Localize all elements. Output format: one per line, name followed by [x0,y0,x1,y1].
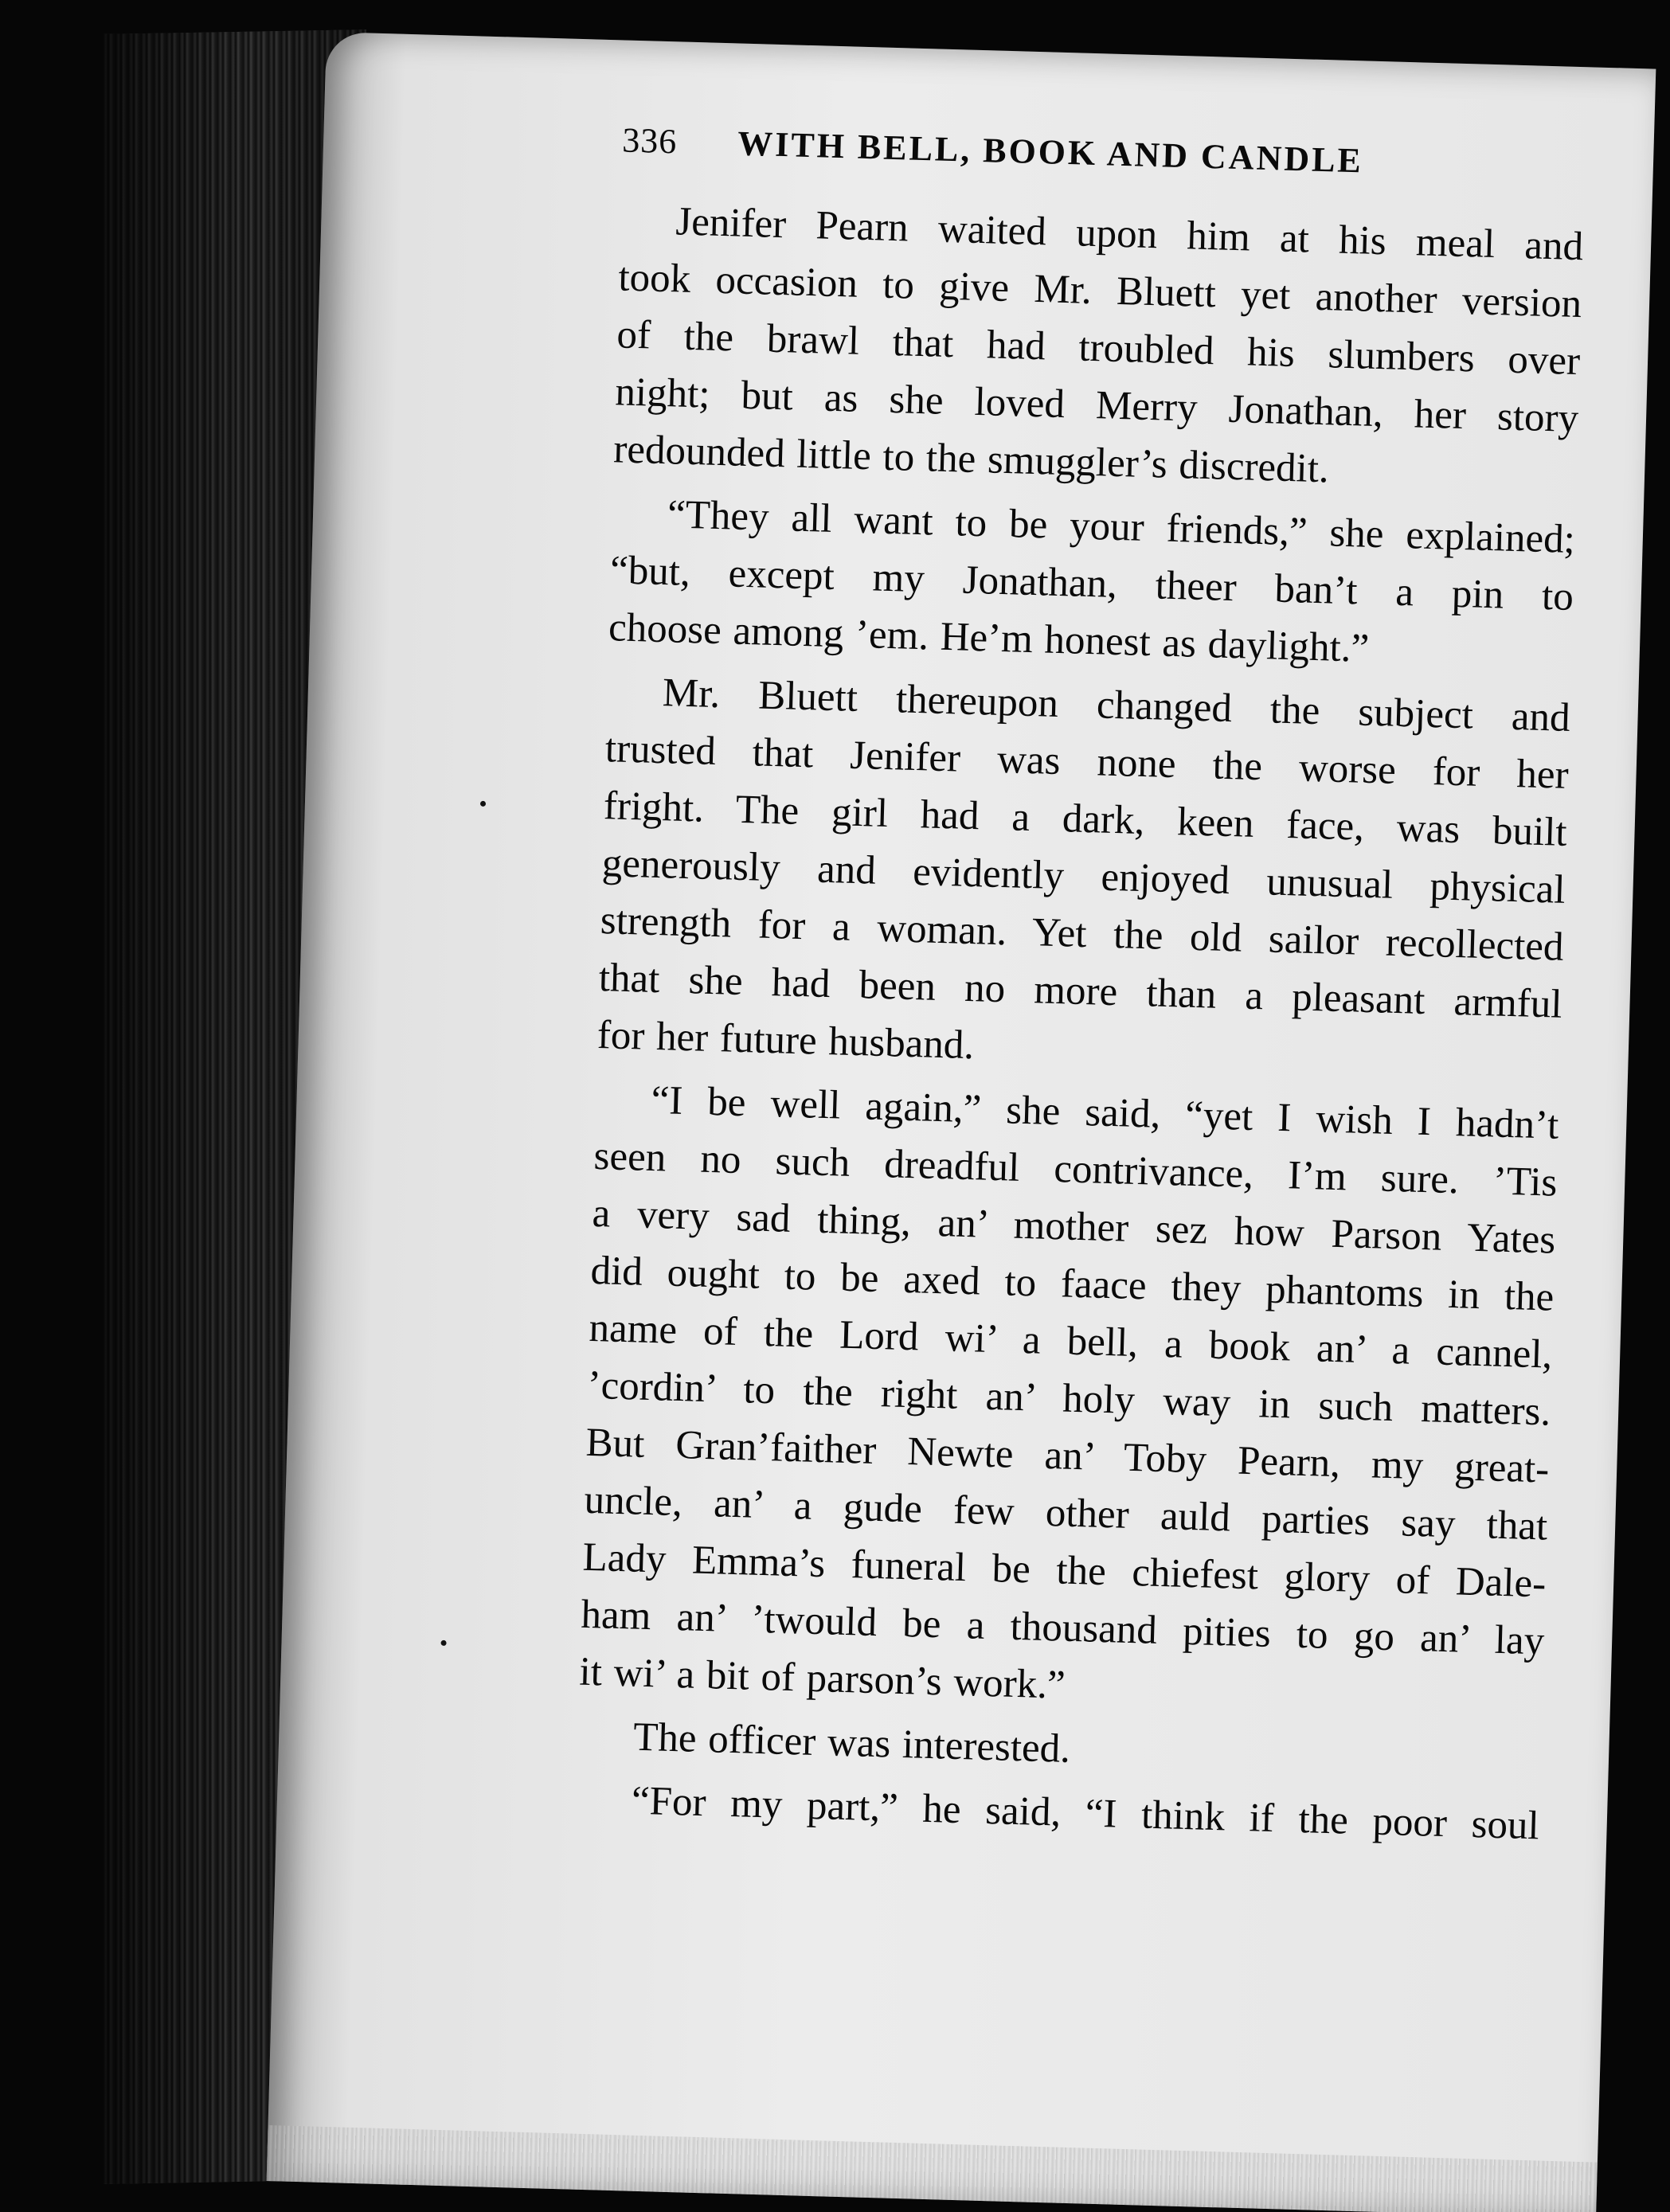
text-line: ’cordin’ to the right an’ holy way in such matters. [586,1362,1551,1435]
text-line: “I be well again,” she said, “yet I wish I hadn’t [650,1077,1560,1148]
running-title: WITH BELL, BOOK AND CANDLE [737,123,1364,181]
text-line: fright. The girl had a dark, keen face, was built [603,784,1568,855]
page-number: 336 [621,120,679,162]
paper-speck [480,801,486,807]
text-line: it wi’ a bit of parson’s work.” [578,1649,1066,1708]
text-line: “They all want to be your friends,” she explained; [667,492,1576,563]
text-line: generously and evidently enjoyed unusual physical [601,841,1566,913]
book-page [267,32,1656,2212]
text-line: choose among ’em. He’m honest as daylight.” [608,605,1370,671]
page-text [575,119,1586,1854]
text-line: did ought to be axed to faace they phantoms in the [589,1248,1555,1320]
text-line: uncle, an’ a gude few other auld parties say that [583,1477,1548,1550]
text-line: strength for a woman. Yet the old sailor recollected [600,898,1565,970]
text-line: redounded little to the smuggler’s discredit. [612,427,1330,492]
text-line: Jenifer Pearn waited upon him at his meal and [675,199,1584,270]
text-line: But Gran’faither Newte an’ Toby Pearn, my great- [585,1420,1550,1492]
text-line: name of the Lord wi’ a bell, a book an’ a cannel, [588,1305,1553,1378]
text-line: a very sad thing, an’ mother sez how Parson Yates [591,1190,1557,1263]
paragraph [579,1070,1560,1727]
text-line: took occasion to give Mr. Bluett yet another version [617,255,1582,327]
text-line: Lady Emma’s funeral be the chiefest glory of Dale- [581,1534,1547,1607]
text-line: “For my part,” he said, “I think if the poor soul [631,1778,1540,1849]
text-line: “but, except my Jonathan, theer ban’t a pin to [609,548,1574,619]
text-line: that she had been no more than a pleasant armful [598,956,1563,1027]
text-line: for her future husband. [596,1012,975,1069]
text-line: The officer was interested. [632,1714,1071,1772]
paragraph [612,191,1584,505]
text-line: trusted that Jenifer was none the worse for her [604,726,1570,798]
page-bottom-edge [267,2125,1598,2212]
paragraph [608,484,1576,683]
text-line: ham an’ ’twould be a thousand pities to go an’ lay [580,1592,1545,1664]
text-line: night; but as she loved Merry Jonathan, her story [614,369,1579,442]
text-line: Mr. Bluett thereupon changed the subject and [662,670,1571,741]
text-line: seen no such dreadful contrivance, I’m sure. ’Tis [593,1133,1559,1206]
paragraph [596,662,1571,1091]
text-line: of the brawl that had troubled his slumbers over [616,312,1581,385]
paper-speck [440,1640,446,1646]
